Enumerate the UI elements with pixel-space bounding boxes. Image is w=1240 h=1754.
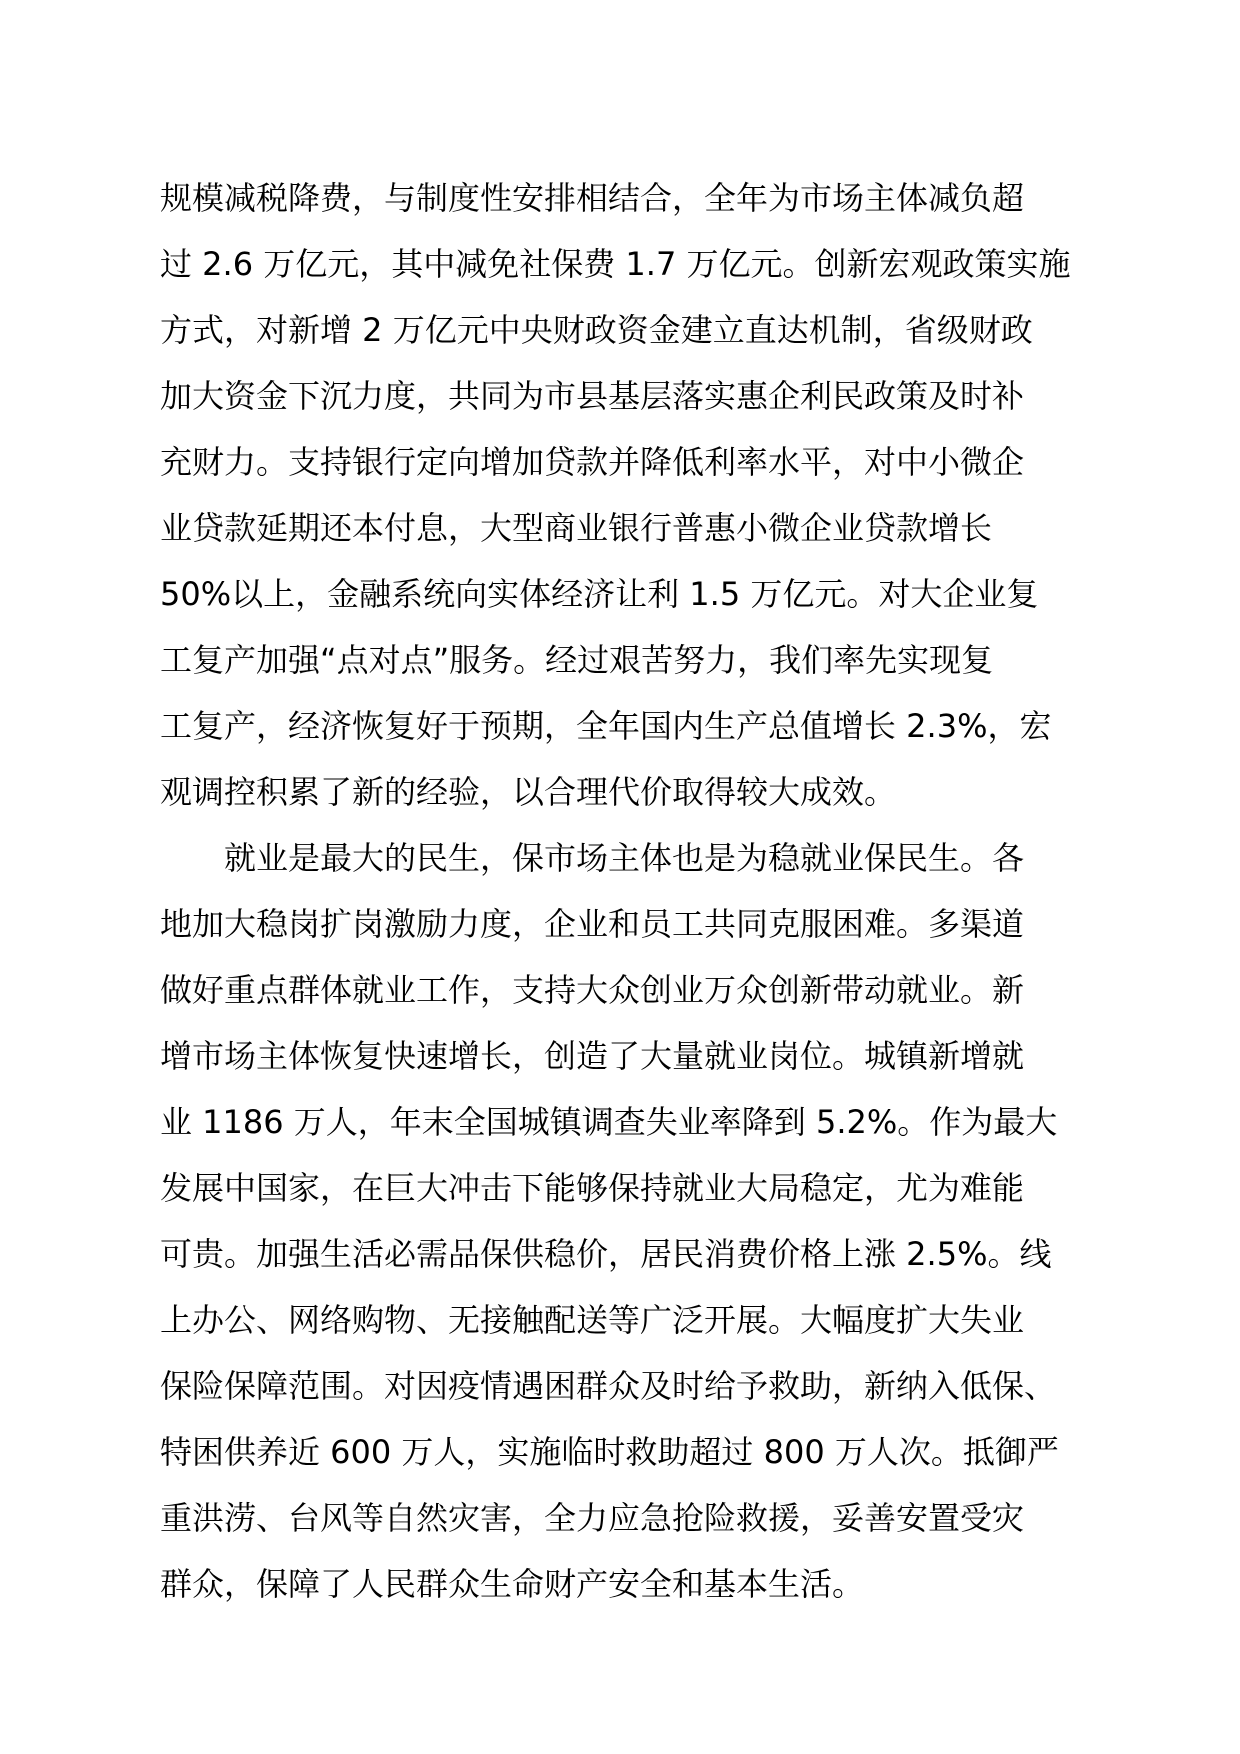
paragraph-fiscal-financial-support — [160, 165, 1120, 825]
text-line: 加大资金下沉力度，共同为市县基层落实惠企利民政策及时补 — [160, 377, 1025, 415]
text-line: 上办公、网络购物、无接触配送等广泛开展。大幅度扩大失业 — [160, 1301, 1025, 1339]
text-line: 观调控积累了新的经验，以合理代价取得较大成效。 — [160, 773, 897, 811]
text-line: 业 1186 万人，年末全国城镇调查失业率降到 5.2%。作为最大 — [160, 1103, 1058, 1141]
text-line: 工复产加强“点对点”服务。经过艰苦努力，我们率先实现复 — [160, 641, 994, 679]
text-line: 增市场主体恢复快速增长，创造了大量就业岗位。城镇新增就 — [160, 1037, 1025, 1075]
text-line: 发展中国家，在巨大冲击下能够保持就业大局稳定，尤为难能 — [160, 1169, 1025, 1207]
text-line: 规模减税降费，与制度性安排相结合，全年为市场主体减负超 — [160, 179, 1025, 217]
text-line: 就业是最大的民生，保市场主体也是为稳就业保民生。各 — [224, 839, 1025, 877]
text-line: 地加大稳岗扩岗激励力度，企业和员工共同克服困难。多渠道 — [160, 905, 1025, 943]
paragraph-employment — [160, 825, 1120, 1617]
text-line: 充财力。支持银行定向增加贷款并降低利率水平，对中小微企 — [160, 443, 1025, 481]
text-line: 保险保障范围。对因疫情遇困群众及时给予救助，新纳入低保、 — [160, 1367, 1057, 1405]
text-line: 业贷款延期还本付息，大型商业银行普惠小微企业贷款增长 — [160, 509, 993, 547]
text-line: 工复产，经济恢复好于预期，全年国内生产总值增长 2.3%，宏 — [160, 707, 1052, 745]
text-line: 方式，对新增 2 万亿元中央财政资金建立直达机制，省级财政 — [160, 311, 1033, 349]
text-line: 特困供养近 600 万人，实施临时救助超过 800 万人次。抵御严 — [160, 1433, 1059, 1471]
text-line: 可贵。加强生活必需品保供稳价，居民消费价格上涨 2.5%。线 — [160, 1235, 1052, 1273]
body-text — [160, 165, 1120, 1617]
text-line: 做好重点群体就业工作，支持大众创业万众创新带动就业。新 — [160, 971, 1025, 1009]
text-line: 重洪涝、台风等自然灾害，全力应急抢险救援，妥善安置受灾 — [160, 1499, 1025, 1537]
text-line: 过 2.6 万亿元，其中减免社保费 1.7 万亿元。创新宏观政策实施 — [160, 245, 1071, 283]
text-line: 群众，保障了人民群众生命财产安全和基本生活。 — [160, 1565, 865, 1603]
text-line: 50%以上，金融系统向实体经济让利 1.5 万亿元。对大企业复 — [160, 575, 1039, 613]
